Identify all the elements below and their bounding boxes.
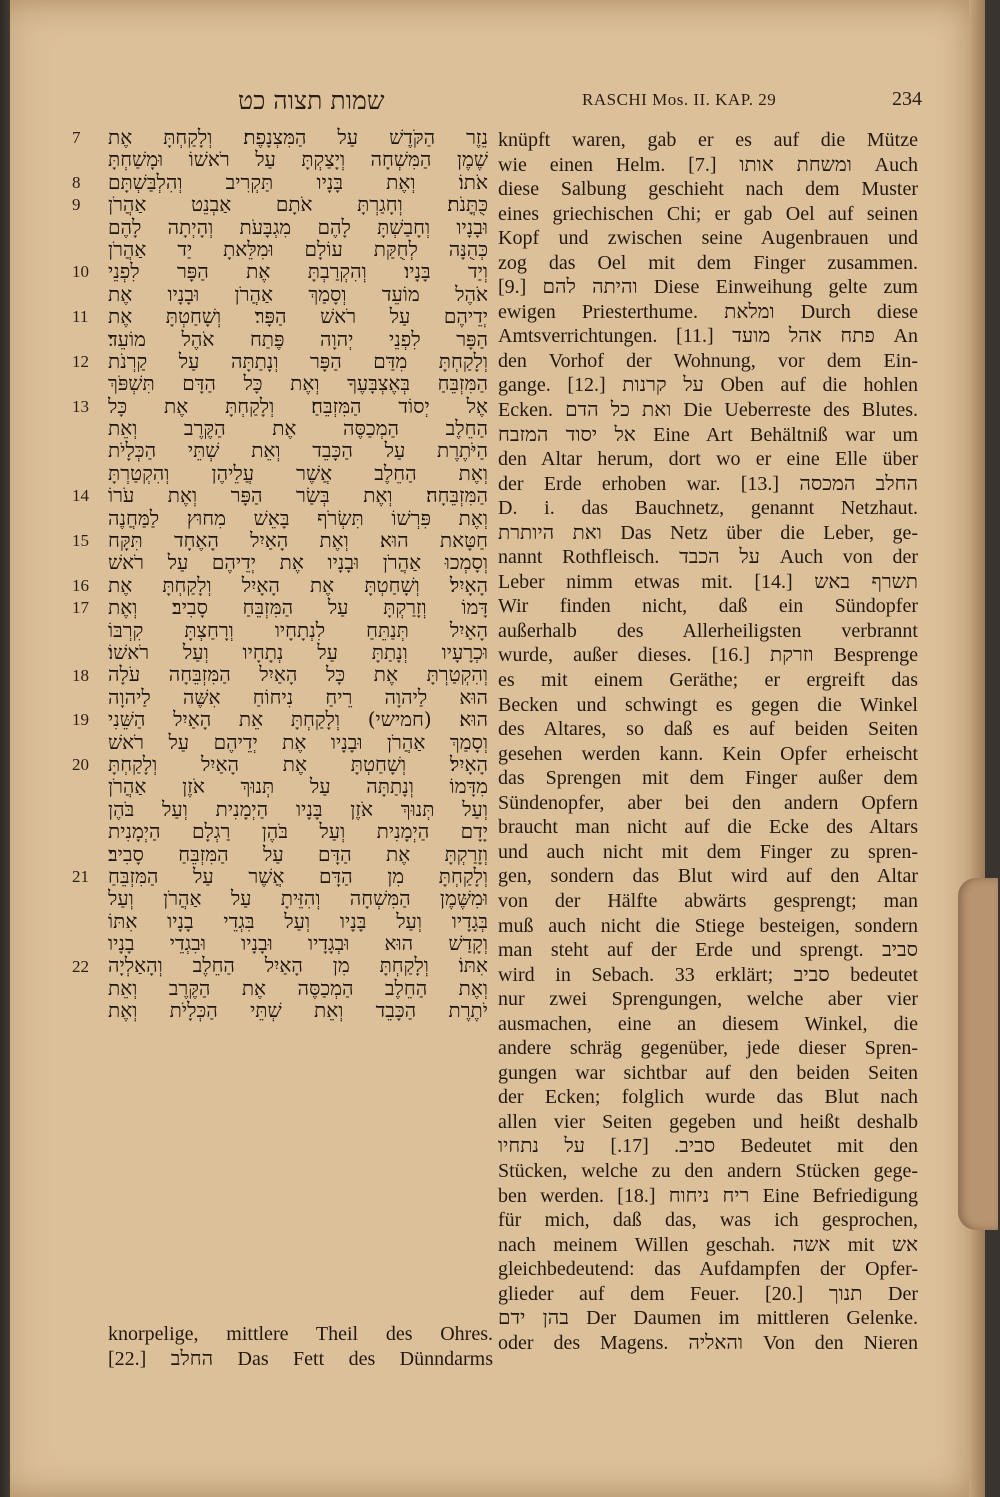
commentary-line: Wir finden nicht, daß ein Sündopfer xyxy=(498,595,918,618)
hebrew-line: אֹהֶל מוֹעֵד וְסָמַךְ אַהֲרֹן וּבָנָיו אֶת xyxy=(108,282,488,306)
commentary-line: andere schräg gegenüber, jede dieser Spren- xyxy=(498,1037,918,1060)
hebrew-text-column xyxy=(108,126,488,1022)
hebrew-line: וּמִשֶּׁמֶן הַמִּשְׁחָה וְהִזֵּיתָ עַל אַהֲרֹן וְעַל xyxy=(108,887,488,910)
commentary-line: allen vier Seiten gegeben und heißt deshalb xyxy=(498,1110,918,1133)
hebrew-line: הָאָיִל׃ וְשָׁחַטְתָּ אֶת הָאַיִל וְלָקַחְתָּ xyxy=(108,752,488,776)
hebrew-line: נֵזֶר הַקֹּדֶשׁ עַל הַמִּצְנָפֶת׃ וְלָקַחְתָּ אֶת xyxy=(108,126,488,149)
verse-number: 14 xyxy=(72,486,89,506)
hebrew-line: וְיַד בָּנָיו׃ וְהִקְרַבְתָּ אֶת הַפָּר לִפְנֵי xyxy=(108,260,488,283)
commentary-line: Stücken, welche zu den andern Stücken gege- xyxy=(498,1159,918,1182)
commentary-line: das Sprengen mit dem Finger außer dem xyxy=(498,767,918,790)
commentary-line: für mich, daß das, was ich gesprochen, xyxy=(498,1209,918,1232)
hebrew-line: וּכְרָעָיו וְנָתַתָּ עַל נְתָחָיו וְעַל רֹאשׁוֹ׃ xyxy=(108,640,488,664)
hebrew-line: בְּגָדָיו וְעַל בָּנָיו וְעַל בִּגְדֵי בָנָיו אִתּוֹ xyxy=(108,909,488,933)
hebrew-line: הָאָיִל׃ וְשָׁחַטְתָּ אֶת הָאָיִל וְלָקַחְתָּ אֶת xyxy=(108,573,488,597)
commentary-line: den Altar herum, dort wo er eine Elle über xyxy=(498,448,918,471)
thumb-index-tab xyxy=(958,878,998,1230)
hebrew-line: כְּהֻנָּה לְחֻקַּת עוֹלָם וּמִלֵּאתָ יַד אַהֲרֹן xyxy=(108,237,488,261)
hebrew-line: חַטָּאת הוּא׃ וְאֶת הָאַיִל הָאֶחָד תִּקָּח xyxy=(108,529,488,552)
hebrew-line: וְהִקְטַרְתָּ אֶת כָּל הָאַיִל הַמִּזְבֵּחָה עֹלָה xyxy=(108,663,488,686)
commentary-line: אל יסוד המזבח Eine Art Behältniß war um xyxy=(498,423,918,446)
verse-number: 19 xyxy=(72,710,89,730)
hebrew-line: הַיֹּתֶרֶת עַל הַכָּבֵד וְאֵת שְׁתֵּי הַכְּלָיֹת xyxy=(108,439,488,462)
verse-number: 12 xyxy=(72,352,89,371)
hebrew-line: אִתּוֹ׃ וְלָקַחְתָּ מִן הָאַיִל הַחֵלֶב וְהָאַלְיָה xyxy=(108,954,488,977)
commentary-line: [9.] והיתה להם Diese Einweihung gelte zum xyxy=(498,276,918,299)
verse-number: 17 xyxy=(72,598,89,618)
hebrew-line: הוּא לַיהוָה רֵיחַ נִיחוֹחַ אִשֶּׁה לַיהוָה xyxy=(108,685,488,709)
hebrew-line: וְקָדַשׁ הוּא וּבְגָדָיו וּבָנָיו וּבִגְדֵי בָנָיו xyxy=(108,932,488,955)
hebrew-line: יָדָם הַיְמָנִית וְעַל בֹּהֶן רַגְלָם הַיְמָנִית xyxy=(108,820,488,843)
commentary-line: Leber nimm etwas mit. [14.] תשרף באש xyxy=(498,570,918,593)
commentary-line: den Vorhof der Wohnung, vor dem Ein- xyxy=(498,349,918,372)
verse-number: 9 xyxy=(72,195,81,215)
hebrew-line: מִדָּמוֹ וְנָתַתָּה עַל תְּנוּךְ אֹזֶן אַהֲרֹן xyxy=(108,775,488,798)
commentary-line: gange. [12.] על קרנות Oben auf die hohlen xyxy=(498,374,918,397)
verse-number: 15 xyxy=(72,531,89,551)
verse-number: 10 xyxy=(72,262,89,282)
commentary-line: wie einen Helm. [7.] ומשחת אותו Auch xyxy=(498,153,918,176)
commentary-line: braucht man nicht auf die Ecke des Altars xyxy=(498,816,918,839)
hebrew-line: אֹתוֹ׃ וְאֶת בָּנָיו תַּקְרִיב וְהִלְבַּשְׁתָּם xyxy=(108,170,488,194)
hebrew-line: הַמִּזְבֵּחָה׃ וְאֶת בְּשַׂר הַפָּר וְאֶת עֹרוֹ xyxy=(108,484,488,507)
hebrew-line: הַחֵלֶב הַמְכַסֶּה אֶת הַקֶּרֶב וְאֵת xyxy=(108,417,488,440)
commentary-line: muß auch nicht die Stiege besteigen, sondern xyxy=(498,914,918,937)
commentary-line: wird in Sebach. 33 erklärt; סביב bedeutet xyxy=(498,963,918,986)
commentary-line: wurde, außer dieses. [16.] וזרקת Besprenge xyxy=(498,644,918,667)
commentary-line: Sündenopfer, aber bei den andern Opfern xyxy=(498,791,918,814)
commentary-line: der Erde erhoben war. [13.] החלב המכסה xyxy=(498,472,918,495)
page-number: 234 xyxy=(892,88,922,110)
hebrew-line: וְאֶת פִּרְשׁוֹ תִּשְׂרֹף בָּאֵשׁ מִחוּץ לַמַּחֲנֶה xyxy=(108,506,488,530)
hebrew-line: יֹתֶרֶת הַכָּבֵד וְאֵת שְׁתֵּי הַכְּלָיֹת וְאֶת xyxy=(108,999,488,1022)
commentary-line: ואת היותרת Das Netz über die Leber, ge- xyxy=(498,521,918,544)
hebrew-line: שֶׁמֶן הַמִּשְׁחָה וְיָצַקְתָּ עַל רֹאשׁוֹ וּמָשַׁחְתָּ xyxy=(108,148,488,171)
verse-number: 18 xyxy=(72,665,89,685)
hebrew-line: וּבָנָיו וְחָבַשְׁתָּ לָהֶם מִגְבָּעֹת וְהָיְתָה לָהֶם xyxy=(108,215,488,238)
commentary-line: der Ecken; folglich wurde das Blut nach xyxy=(498,1086,918,1109)
commentary-line: nur zwei Sprengungen, welche aber vier xyxy=(498,988,918,1011)
hebrew-line: הַפָּר לִפְנֵי יְהוָה פֶּתַח אֹהֶל מוֹעֵד׃ xyxy=(108,327,488,350)
commentary-line: oder des Magens. והאליה Von den Nieren xyxy=(498,1331,918,1354)
commentary-line: und auch nicht mit dem Finger zu spren- xyxy=(498,840,918,863)
commentary-line: Ecken. ואת כל הדם Die Ueberreste des Blutes. xyxy=(498,399,918,422)
hebrew-line: וְלָקַחְתָּ מִדַּם הַפָּר וְנָתַתָּה עַל קַרְנֹת xyxy=(108,349,488,373)
commentary-line: man steht auf der Erde und sprengt. סביב xyxy=(498,939,918,962)
commentary-line: Amtsverrichtungen. [11.] פתח אהל מועד An xyxy=(498,325,918,348)
commentary-line: zog das Oel mit dem Finger zusammen. xyxy=(498,251,918,274)
hebrew-line: וְעַל תְּנוּךְ אֹזֶן בָּנָיו הַיְמָנִית וְעַל בֹּהֶן xyxy=(108,797,488,821)
commentary-line: gungen war sichtbar auf den beiden Seiten xyxy=(498,1061,918,1084)
commentary-continuation xyxy=(108,1322,493,1372)
hebrew-line: דָּמוֹ וְזָרַקְתָּ עַל הַמִּזְבֵּחַ סָבִיב׃ וְאֶת xyxy=(108,596,488,619)
commentary-line: des Altares, so daß es auf beiden Seiten xyxy=(498,718,918,741)
verse-number: 8 xyxy=(72,172,81,192)
commentary-line: ewigen Priesterthume. ומלאת Durch diese xyxy=(498,300,918,323)
commentary-line: Kopf und zwischen seine Augenbrauen und xyxy=(498,227,918,250)
hebrew-line: אֶל יְסוֹד הַמִּזְבֵּחַ׃ וְלָקַחְתָּ אֶת כָּל xyxy=(108,394,488,418)
verse-number: 7 xyxy=(72,128,81,147)
hebrew-line: וְסָמַךְ אַהֲרֹן וּבָנָיו אֶת יְדֵיהֶם עַל רֹאשׁ xyxy=(108,730,488,753)
verse-number: 13 xyxy=(72,396,89,416)
commentary-line: ausmachen, eine an diesem Winkel, die xyxy=(498,1012,918,1035)
commentary-line: von der Hälfte abwärts gesprengt; man xyxy=(498,889,918,912)
german-commentary-column xyxy=(498,128,918,1355)
hebrew-line: וְאֶת הַחֵלֶב אֲשֶׁר עֲלֵיהֶן וְהִקְטַרְתָּ xyxy=(108,461,488,485)
commentary-line: diese Salbung geschieht nach dem Muster xyxy=(498,178,918,201)
hebrew-running-title: שמות תצוה כט xyxy=(238,86,385,115)
latin-running-title: RASCHI Mos. II. KAP. 29 xyxy=(582,90,777,109)
commentary-line: ben werden. [18.] ריח ניחוח Eine Befriedigung xyxy=(498,1184,918,1207)
verse-number: 22 xyxy=(72,956,89,976)
commentary-line: gleichbedeutend: das Aufdampfen der Opfer- xyxy=(498,1258,918,1281)
commentary-line: Becken und schwingt es gegen die Winkel xyxy=(498,693,918,716)
commentary-line: gen, sondern das Blut wird auf den Altar xyxy=(498,865,918,888)
commentary-line: es mit einem Geräthe; er ergreift das xyxy=(498,669,918,692)
hebrew-line: וְזָרַקְתָּ אֶת הַדָּם עַל הַמִּזְבֵּחַ סָבִיב׃ xyxy=(108,842,488,865)
hebrew-line: הַמִּזְבֵּחַ בְּאֶצְבָּעֶךָ וְאֶת כָּל הַדָּם תִּשְׁפֹּךְ xyxy=(108,372,488,395)
continuation-line: knorpelige, mittlere Theil des Ohres. xyxy=(108,1323,493,1345)
commentary-line: nannt Rothfleisch. על הכבד Auch von der xyxy=(498,546,918,569)
verse-number: 16 xyxy=(72,576,89,595)
commentary-line: nach meinem Willen geschah. אשה mit אש xyxy=(498,1233,918,1256)
commentary-line: außerhalb des Allerheiligsten verbrannt xyxy=(498,619,918,642)
verse-number: 20 xyxy=(72,755,89,775)
continuation-line: [22.] החלב Das Fett des Dünndarms xyxy=(108,1348,493,1370)
hebrew-line: יְדֵיהֶם עַל רֹאשׁ הַפָּר׃ וְשָׁחַטְתָּ אֶת xyxy=(108,305,488,328)
running-header xyxy=(10,86,985,118)
hebrew-line: הוּא׃ (חמישי) וְלָקַחְתָּ אֵת הָאַיִל הַשֵּׁנִי xyxy=(108,708,488,731)
hebrew-line: הָאַיִל תְּנַתֵּחַ לִנְתָחָיו וְרָחַצְתָּ קִרְבּוֹ xyxy=(108,618,488,641)
commentary-line: eines griechischen Chi; er gab Oel auf seinen xyxy=(498,202,918,225)
page-edge xyxy=(969,0,985,1497)
commentary-line: glieder auf dem Feuer. [20.] תנוך Der xyxy=(498,1282,918,1305)
hebrew-line: וְסָמְכוּ אַהֲרֹן וּבָנָיו אֶת יְדֵיהֶם עַל רֹאשׁ xyxy=(108,551,488,574)
commentary-line: D. i. das Bauchnetz, genannt Netzhaut. xyxy=(498,497,918,520)
hebrew-line: וְלָקַחְתָּ מִן הַדָּם אֲשֶׁר עַל הַמִּזְבֵּחַ xyxy=(108,864,488,888)
commentary-line: בהן ידם Der Daumen im mittleren Gelenke. xyxy=(498,1307,918,1330)
verse-number: 21 xyxy=(72,867,89,887)
book-page xyxy=(10,0,985,1497)
commentary-line: gesehen werden kann. Kein Opfer erheischt xyxy=(498,742,918,765)
commentary-line: סביב. [17.] על נתחיו Bedeutet mit den xyxy=(498,1135,918,1158)
commentary-line: knüpft waren, gab er es auf die Mütze xyxy=(498,129,918,151)
hebrew-line: כֻּתֳּנֹת׃ וְחָגַרְתָּ אֹתָם אַבְנֵט אַהֲרֹן xyxy=(108,193,488,216)
hebrew-line: וְאֶת הַחֵלֶב הַמְכַסֶּה אֶת הַקֶּרֶב וְאֵת xyxy=(108,976,488,1000)
verse-number: 11 xyxy=(72,307,89,327)
